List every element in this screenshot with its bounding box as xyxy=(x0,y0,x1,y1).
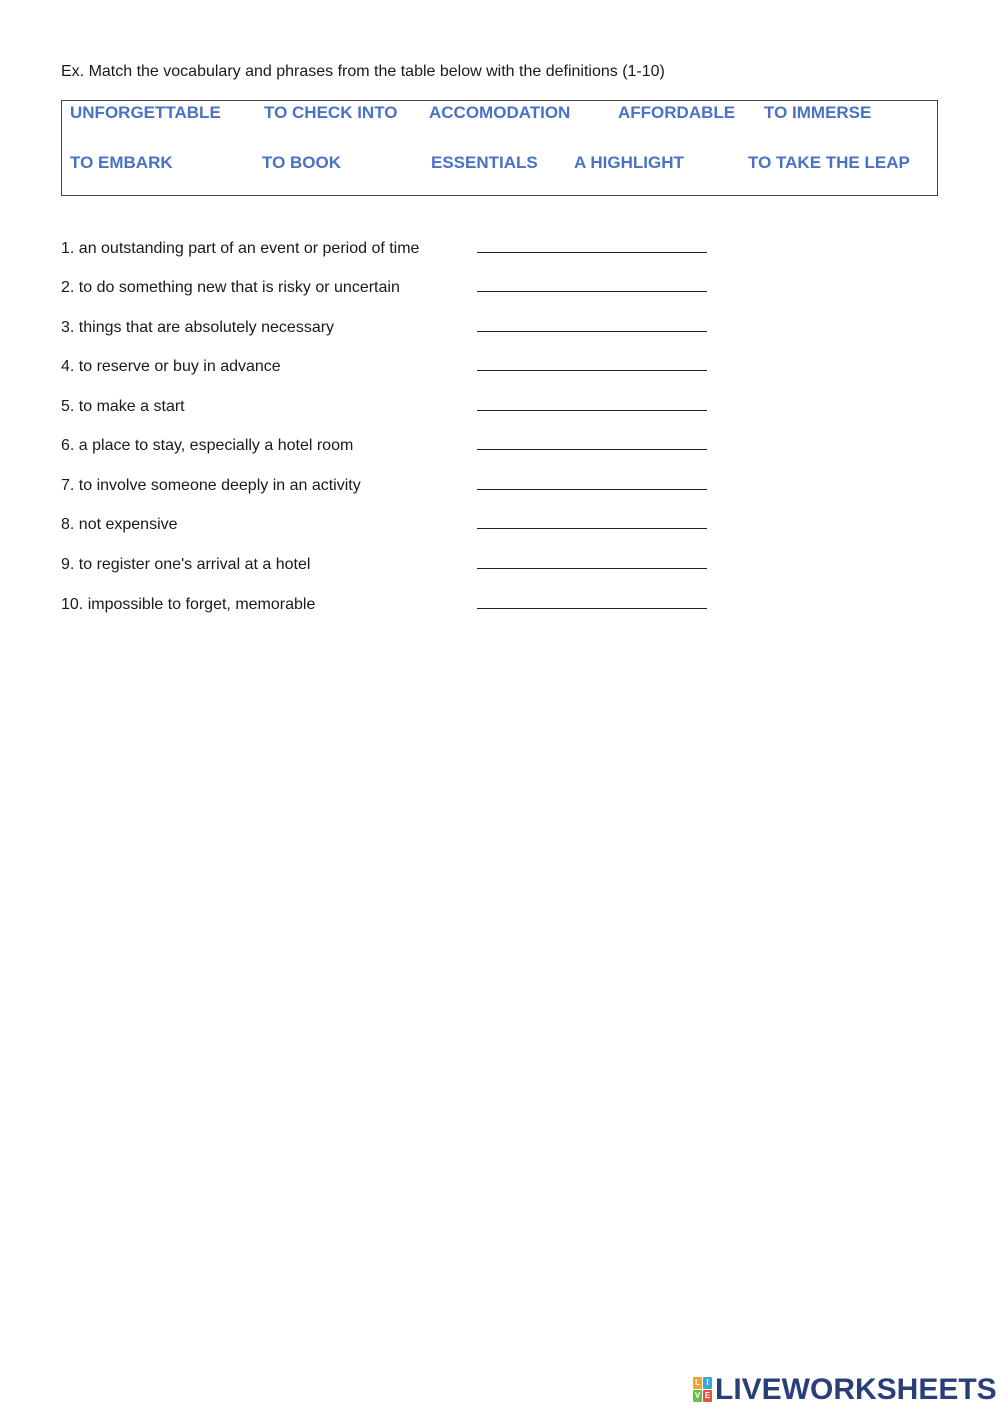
word-bank-item: TO TAKE THE LEAP xyxy=(748,153,910,172)
logo-mark-tile: L xyxy=(693,1377,702,1389)
liveworksheets-logo xyxy=(693,1374,997,1406)
definition-row xyxy=(61,238,721,262)
definition-text: 3. things that are absolutely necessary xyxy=(61,319,335,336)
definition-row xyxy=(61,554,721,578)
word-bank-item: TO BOOK xyxy=(262,153,342,172)
definition-row xyxy=(61,435,721,459)
definition-text: 4. to reserve or buy in advance xyxy=(61,358,281,375)
instruction-text: Ex. Match the vocabulary and phrases from the table below with the definitions (1-10) xyxy=(61,63,665,80)
logo-text: LIVEWORKSHEETS xyxy=(715,1373,997,1406)
answer-input[interactable] xyxy=(477,608,707,609)
answer-input[interactable] xyxy=(477,410,707,411)
definition-row xyxy=(61,396,721,420)
answer-input[interactable] xyxy=(477,568,707,569)
definition-text: 8. not expensive xyxy=(61,516,178,533)
definition-text: 1. an outstanding part of an event or period of time xyxy=(61,240,420,257)
definition-text: 5. to make a start xyxy=(61,398,185,415)
logo-mark-tile: V xyxy=(694,1391,701,1400)
word-bank-item: ACCOMODATION xyxy=(429,103,571,122)
logo-mark-tile: E xyxy=(704,1391,711,1400)
answer-input[interactable] xyxy=(477,370,707,371)
definition-text: 10. impossible to forget, memorable xyxy=(61,596,316,613)
word-bank-item: ESSENTIALS xyxy=(431,153,538,172)
definition-text: 9. to register one's arrival at a hotel xyxy=(61,556,311,573)
definition-text: 7. to involve someone deeply in an activity xyxy=(61,477,361,494)
answer-input[interactable] xyxy=(477,528,707,529)
answer-input[interactable] xyxy=(477,252,707,253)
definition-row xyxy=(61,356,721,380)
word-bank-item: TO CHECK INTO xyxy=(264,103,398,122)
definition-row xyxy=(61,514,721,538)
definition-row xyxy=(61,277,721,301)
definition-row xyxy=(61,475,721,499)
liveworksheets-logo-icon xyxy=(693,1377,713,1403)
answer-input[interactable] xyxy=(477,449,707,450)
logo-mark-tile: I xyxy=(703,1377,712,1389)
word-bank-box xyxy=(61,100,938,196)
word-bank-item: UNFORGETTABLE xyxy=(70,103,221,122)
word-bank-item: A HIGHLIGHT xyxy=(574,153,684,172)
definition-text: 2. to do something new that is risky or uncertain xyxy=(61,279,400,296)
definition-row xyxy=(61,594,721,618)
word-bank-item: AFFORDABLE xyxy=(618,103,736,122)
answer-input[interactable] xyxy=(477,489,707,490)
word-bank-item: TO IMMERSE xyxy=(764,103,872,122)
definition-text: 6. a place to stay, especially a hotel room xyxy=(61,437,354,454)
definition-row xyxy=(61,317,721,341)
word-bank-item: TO EMBARK xyxy=(70,153,173,172)
answer-input[interactable] xyxy=(477,291,707,292)
answer-input[interactable] xyxy=(477,331,707,332)
